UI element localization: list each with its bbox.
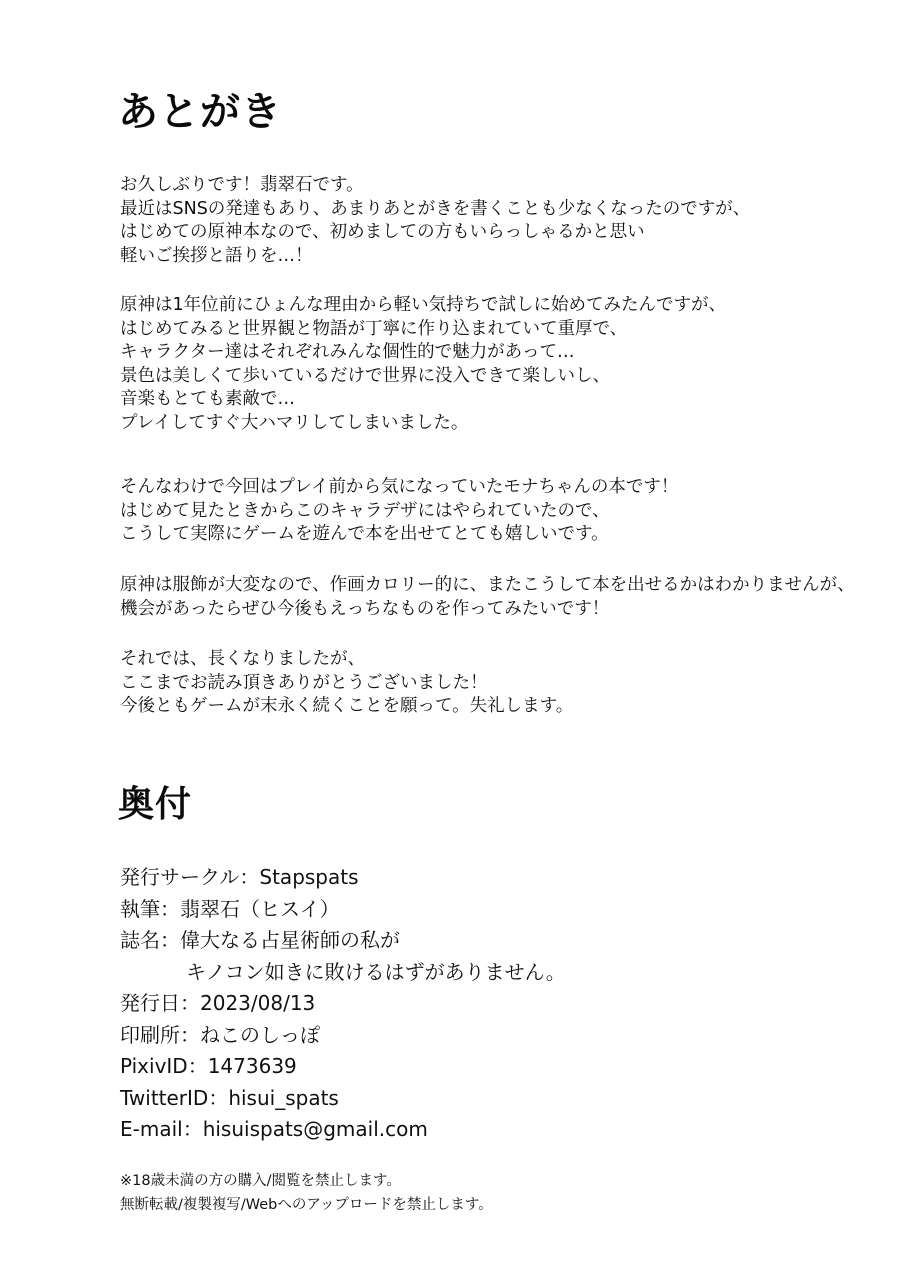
colophon-book-title: 誌名：偉大なる占星術師の私が: [120, 928, 400, 952]
afterword-paragraph-5: [120, 648, 573, 719]
text-line: それでは、長くなりましたが、: [120, 649, 365, 669]
text-line: 原神は1年位前にひょんな理由から軽い気持ちで試しに始めてみたんですが、: [120, 295, 726, 315]
text-line: 最近はSNSの発達もあり、あまりあとがきを書くことも少なくなったのですが、: [120, 198, 751, 219]
legal-notices: [120, 1169, 493, 1217]
colophon-email: E-mail：hisuispats@gmail.com: [120, 1117, 428, 1141]
afterword-paragraph-2: [120, 294, 726, 436]
text-line: プレイしてすぐ大ハマリしてしまいました。: [120, 412, 469, 433]
colophon-printer: 印刷所：ねこのしっぽ: [120, 1022, 320, 1047]
text-line: 軽いご挨拶と語りを…！: [120, 245, 313, 266]
text-line: 機会があったらぜひ今後もえっちなものを作ってみたいです！: [120, 598, 610, 619]
afterword-paragraph-3: [120, 476, 678, 547]
text-line: 今後ともゲームが末永く続くことを願って。失礼します。: [120, 696, 574, 717]
text-line: こうして実際にゲームを遊んで本を出せてとても嬉しいです。: [120, 524, 609, 545]
text-line: ここまでお読み頂きありがとうございました！: [120, 672, 488, 693]
text-line: 音楽もとても素敵で…: [120, 389, 295, 410]
colophon-heading: 奥付: [118, 784, 193, 825]
text-line: はじめて見たときからこのキャラデザにはやられていたので、: [120, 500, 610, 521]
colophon-twitter-id: TwitterID：hisui_spats: [120, 1085, 339, 1110]
afterword-paragraph-4: [120, 574, 855, 621]
afterword-heading: あとがき: [118, 89, 282, 135]
colophon-author: 執筆：翡翠石（ヒスイ）: [120, 896, 340, 921]
colophon-circle: 発行サークル：Stapspats: [120, 865, 359, 889]
reproduction-notice: 無断転載/複製複写/Webへのアップロードを禁止します。: [120, 1197, 493, 1213]
text-line: お久しぶりです！翡翠石です。: [120, 175, 364, 195]
colophon-book-title-continued: [120, 957, 566, 989]
text-line: 景色は美しくて歩いているだけで世界に没入できて楽しいし、: [120, 365, 610, 386]
text-line: 原神は服飾が大変なので、作画カロリー的に、またこうして本を出せるかはわかりませんが、: [120, 575, 855, 595]
colophon-date: 発行日：2023/08/13: [120, 991, 316, 1015]
colophon-details: [120, 862, 566, 1146]
text-line: そんなわけで今回はプレイ前から気になっていたモナちゃんの本です！: [120, 477, 679, 497]
age-restriction-notice: ※18歳未満の方の購入/閲覧を禁止します。: [120, 1173, 401, 1189]
text-line: はじめてみると世界観と物語が丁寧に作り込まれていて重厚で、: [120, 318, 628, 339]
afterword-paragraph-1: [120, 174, 750, 268]
colophon-book-title-line2: キノコン如きに敗けるはずがありません。: [186, 959, 566, 984]
text-line: はじめての原神本なので、初めましての方もいらっしゃるかと思い: [120, 222, 645, 243]
colophon-pixiv-id: PixivID：1473639: [120, 1054, 297, 1078]
text-line: キャラクター達はそれぞれみんな個性的で魅力があって…: [120, 342, 575, 363]
